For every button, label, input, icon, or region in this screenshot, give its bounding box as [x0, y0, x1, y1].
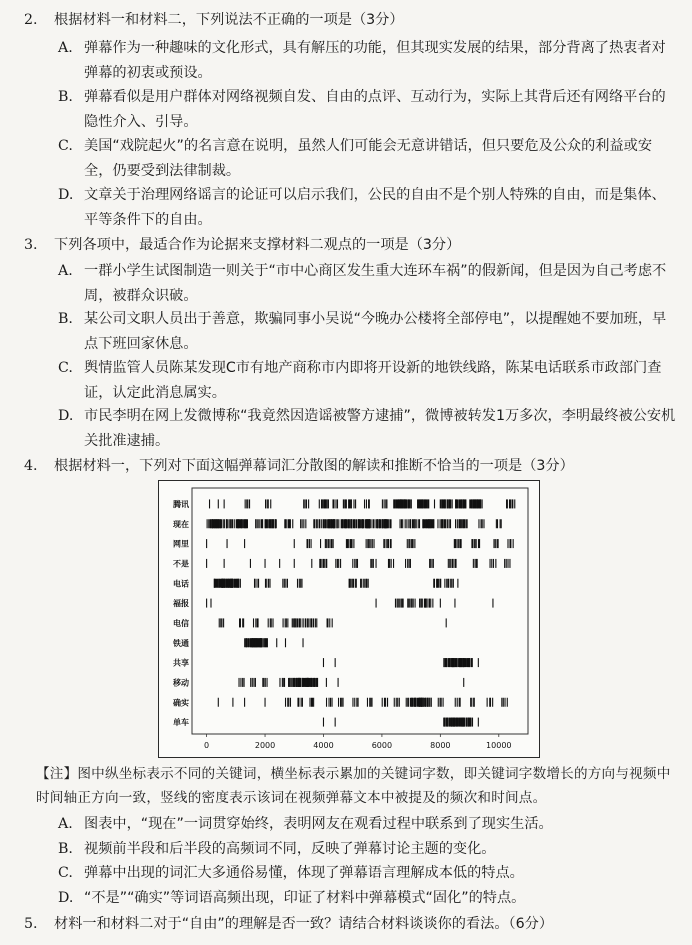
question-stem: 根据材料一和材料二，下列说法不正确的一项是（3分） — [54, 12, 404, 28]
question-2 — [24, 8, 678, 32]
option-text: 舆情监管人员陈某发现C市有地产商称市内即将开设新的地铁线路，陈某电话联系市政部门查证，认定此消息属实。 — [84, 360, 662, 401]
option-label: A. — [58, 263, 73, 279]
dispersion-chart — [158, 480, 540, 758]
y-tick-label: 现在 — [173, 519, 189, 529]
question-3 — [24, 233, 678, 257]
q2-option-b — [58, 85, 676, 135]
question-number: 2. — [24, 12, 38, 28]
option-text: 一群小学生试图制造一则关于“市中心商区发生重大连环车祸”的假新闻，但是因为自己考虑不周，被群众识破。 — [84, 263, 667, 304]
y-tick-label: 不是 — [173, 559, 189, 569]
option-label: D. — [58, 187, 74, 203]
y-tick-label: 确实 — [173, 698, 189, 708]
option-label: B. — [58, 311, 73, 327]
question-5 — [24, 912, 678, 936]
q2-option-a — [58, 36, 676, 86]
x-tick-label: 6000 — [371, 741, 393, 750]
q4-option-c — [58, 861, 676, 885]
option-label: B. — [58, 841, 73, 857]
option-text: 视频前半段和后半段的高频词不同，反映了弹幕讨论主题的变化。 — [84, 841, 496, 857]
dispersion-plot-svg — [158, 480, 540, 758]
x-tick-label: 10000 — [486, 741, 512, 750]
x-tick-label: 0 — [204, 741, 210, 750]
question-number: 5. — [24, 916, 38, 932]
y-tick-label: 单车 — [173, 718, 189, 728]
option-label: D. — [58, 408, 74, 424]
option-text: 文章关于治理网络谣言的论证可以启示我们，公民的自由不是个别人特殊的自由，而是集体、平等条件下的自由。 — [84, 187, 666, 228]
option-text: 弹幕看似是用户群体对网络视频自发、自由的点评、互动行为，实际上其背后还有网络平台的隐性介入、引导。 — [84, 89, 666, 130]
option-label: C. — [58, 865, 73, 881]
question-number: 3. — [24, 237, 38, 253]
q2-option-c — [58, 134, 676, 184]
question-number: 4. — [24, 458, 38, 474]
option-label: B. — [58, 89, 73, 105]
q3-option-d — [58, 404, 676, 454]
y-tick-label: 腾讯 — [173, 499, 189, 509]
x-tick-label: 4000 — [313, 741, 334, 750]
chart-note: 【注】图中纵坐标表示不同的关键词，横坐标表示累加的关键词字数，即关键词字数增长的方向与视频中时间轴正方向一致，竖线的密度表示该词在视频弹幕文本中被提及的频次和时间点。 — [36, 766, 671, 806]
q4-option-a — [58, 812, 676, 836]
q3-option-a — [58, 259, 676, 309]
y-tick-label: 移动 — [173, 678, 189, 688]
x-tick-label: 8000 — [430, 741, 451, 750]
q2-option-d — [58, 183, 676, 233]
option-text: 美国“戏院起火”的名言意在说明，虽然人们可能会无意讲错话，但只要危及公众的利益或安全，仍要受到法律制裁。 — [84, 138, 653, 179]
y-tick-label: 铁通 — [173, 638, 189, 648]
option-label: D. — [58, 890, 74, 906]
question-stem: 材料一和材料二对于“自由”的理解是否一致？请结合材料谈谈你的看法。（6分） — [54, 916, 554, 932]
option-text: 弹幕中出现的词汇大多通俗易懂，体现了弹幕语言理解成本低的特点。 — [84, 865, 524, 881]
option-text: “不是”“确实”等词语高频出现，印证了材料中弹幕模式“固化”的特点。 — [84, 890, 526, 906]
question-stem: 下列各项中，最适合作为论据来支撑材料二观点的一项是（3分） — [54, 237, 461, 253]
y-tick-label: 电信 — [173, 618, 189, 628]
q4-option-b — [58, 837, 676, 861]
option-text: 市民李明在网上发微博称“我竟然因造谣被警方逮捕”，微博被转发1万多次，李明最终被公安机关批准逮捕。 — [84, 408, 676, 449]
y-tick-label: 电话 — [173, 579, 189, 589]
y-tick-label: 福报 — [173, 599, 189, 609]
option-text: 某公司文职人员出于善意，欺骗同事小吴说“今晚办公楼将全部停电”，以提醒她不要加班，早点下班回家休息。 — [84, 311, 667, 352]
question-4 — [24, 454, 678, 478]
option-text: 弹幕作为一种趣味的文化形式，具有解压的功能，但其现实发展的结果，部分背离了热衷者对弹幕的初衷或预设。 — [84, 40, 666, 81]
option-label: A. — [58, 40, 73, 56]
x-tick-label: 2000 — [254, 741, 276, 750]
question-stem: 根据材料一，下列对下面这幅弹幕词汇分散图的解读和推断不恰当的一项是（3分） — [54, 458, 574, 474]
q3-option-b — [58, 307, 676, 357]
option-text: 图表中，“现在”一词贯穿始终，表明网友在观看过程中联系到了现实生活。 — [84, 816, 553, 832]
y-tick-label: 共享 — [173, 658, 189, 668]
option-label: A. — [58, 816, 73, 832]
y-tick-label: 网里 — [173, 539, 189, 549]
q3-option-c — [58, 356, 676, 406]
option-label: C. — [58, 360, 73, 376]
q4-option-d — [58, 886, 676, 910]
option-label: C. — [58, 138, 73, 154]
